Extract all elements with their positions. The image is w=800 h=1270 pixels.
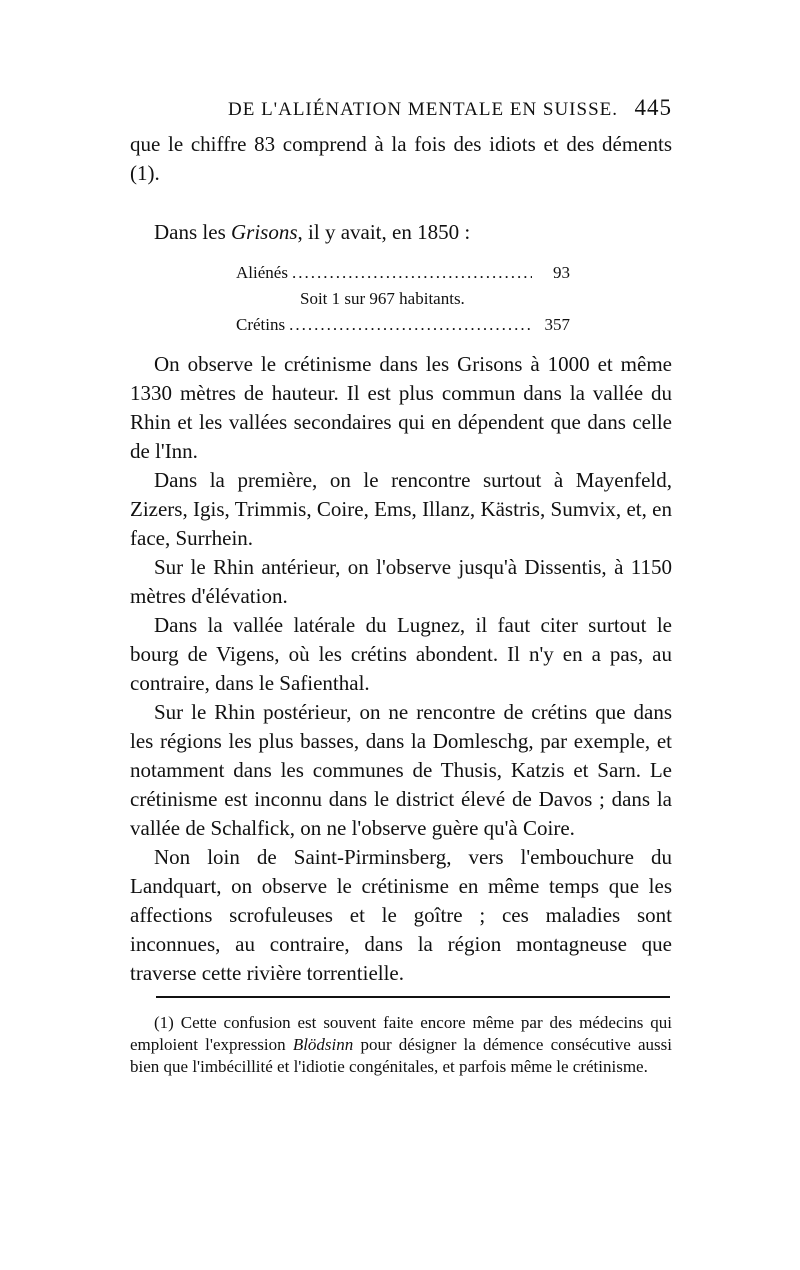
body-paragraph: Dans la première, on le rencontre surtout à Mayenfeld, Zizers, Igis, Trimmis, Coire, Ems, Illanz, Kästris, Sumvix, et, en face, Surrhein. [130,468,672,550]
footnotes [130,1012,672,1078]
stat-value-cretins: 357 [544,315,570,334]
dot-leader [292,260,532,286]
continuation-text: que le chiffre 83 comprend à la fois des idiots et des déments (1). [130,132,672,185]
grisons-intro-before: Dans les [154,220,231,244]
footnote-divider [156,996,670,998]
stat-ratio-text: Soit 1 sur 967 habitants. [300,289,465,308]
page-number: 445 [634,95,672,120]
footnote-text-after: pour désigner la démence consécutive aussi bien que l'imbécillité et l'idiotie congénitales, et parfois même le crétinisme. [130,1035,672,1076]
stat-row-cretins [236,312,570,338]
footnote-text-before: (1) Cette confusion est souvent faite encore même par des médecins qui emploient l'expression [130,1013,672,1054]
body-paragraph: Sur le Rhin postérieur, on ne rencontre de crétins que dans les régions les plus basses, dans la Domleschg, par exemple, et notamment dans les communes de Thusis, Katzis et Sarn. Le crétinisme est inconnu dans le district élevé de Davos ; dans la vallée de Schalfick, on ne l'observe guère qu'à Coire. [130,700,672,840]
footnote-1 [130,1012,672,1078]
grisons-intro [130,218,672,247]
stat-row-alienes [236,260,570,286]
main-body [130,350,672,988]
stat-label-cretins: Crétins [236,315,286,334]
stat-value-alienes: 93 [553,263,570,282]
continuation-paragraph [130,130,672,188]
statistics-table [236,260,570,338]
body-paragraph: Sur le Rhin antérieur, on l'observe jusqu'à Dissentis, à 1150 mètres d'élévation. [130,555,672,608]
stat-label-alienes: Aliénés [236,263,288,282]
body-paragraph: Non loin de Saint-Pirminsberg, vers l'embouchure du Landquart, on observe le crétinisme en même temps que les affections scrofuleuses et le goître ; ces maladies sont inconnues, au contraire, dans la région montagneuse que traverse cette rivière torrentielle. [130,845,672,985]
dot-leader [289,312,532,338]
grisons-place-name: Grisons [231,220,298,244]
footnote-term: Blödsinn [292,1035,354,1054]
stat-ratio-note [236,286,634,312]
body-paragraph: On observe le crétinisme dans les Grisons à 1000 et même 1330 mètres de hauteur. Il est plus commun dans la vallée du Rhin et les vallées secondaires qui en dépendent que dans celle de l'Inn. [130,352,672,463]
body-paragraph: Dans la vallée latérale du Lugnez, il faut citer surtout le bourg de Vigens, où les crétins abondent. Il n'y en a pas, au contraire, dans le Safienthal. [130,613,672,695]
grisons-intro-after: , il y avait, en 1850 : [297,220,471,244]
running-head [130,95,672,127]
grisons-intro-text [130,218,672,247]
running-title: DE L'ALIÉNATION MENTALE EN SUISSE. [228,99,618,120]
